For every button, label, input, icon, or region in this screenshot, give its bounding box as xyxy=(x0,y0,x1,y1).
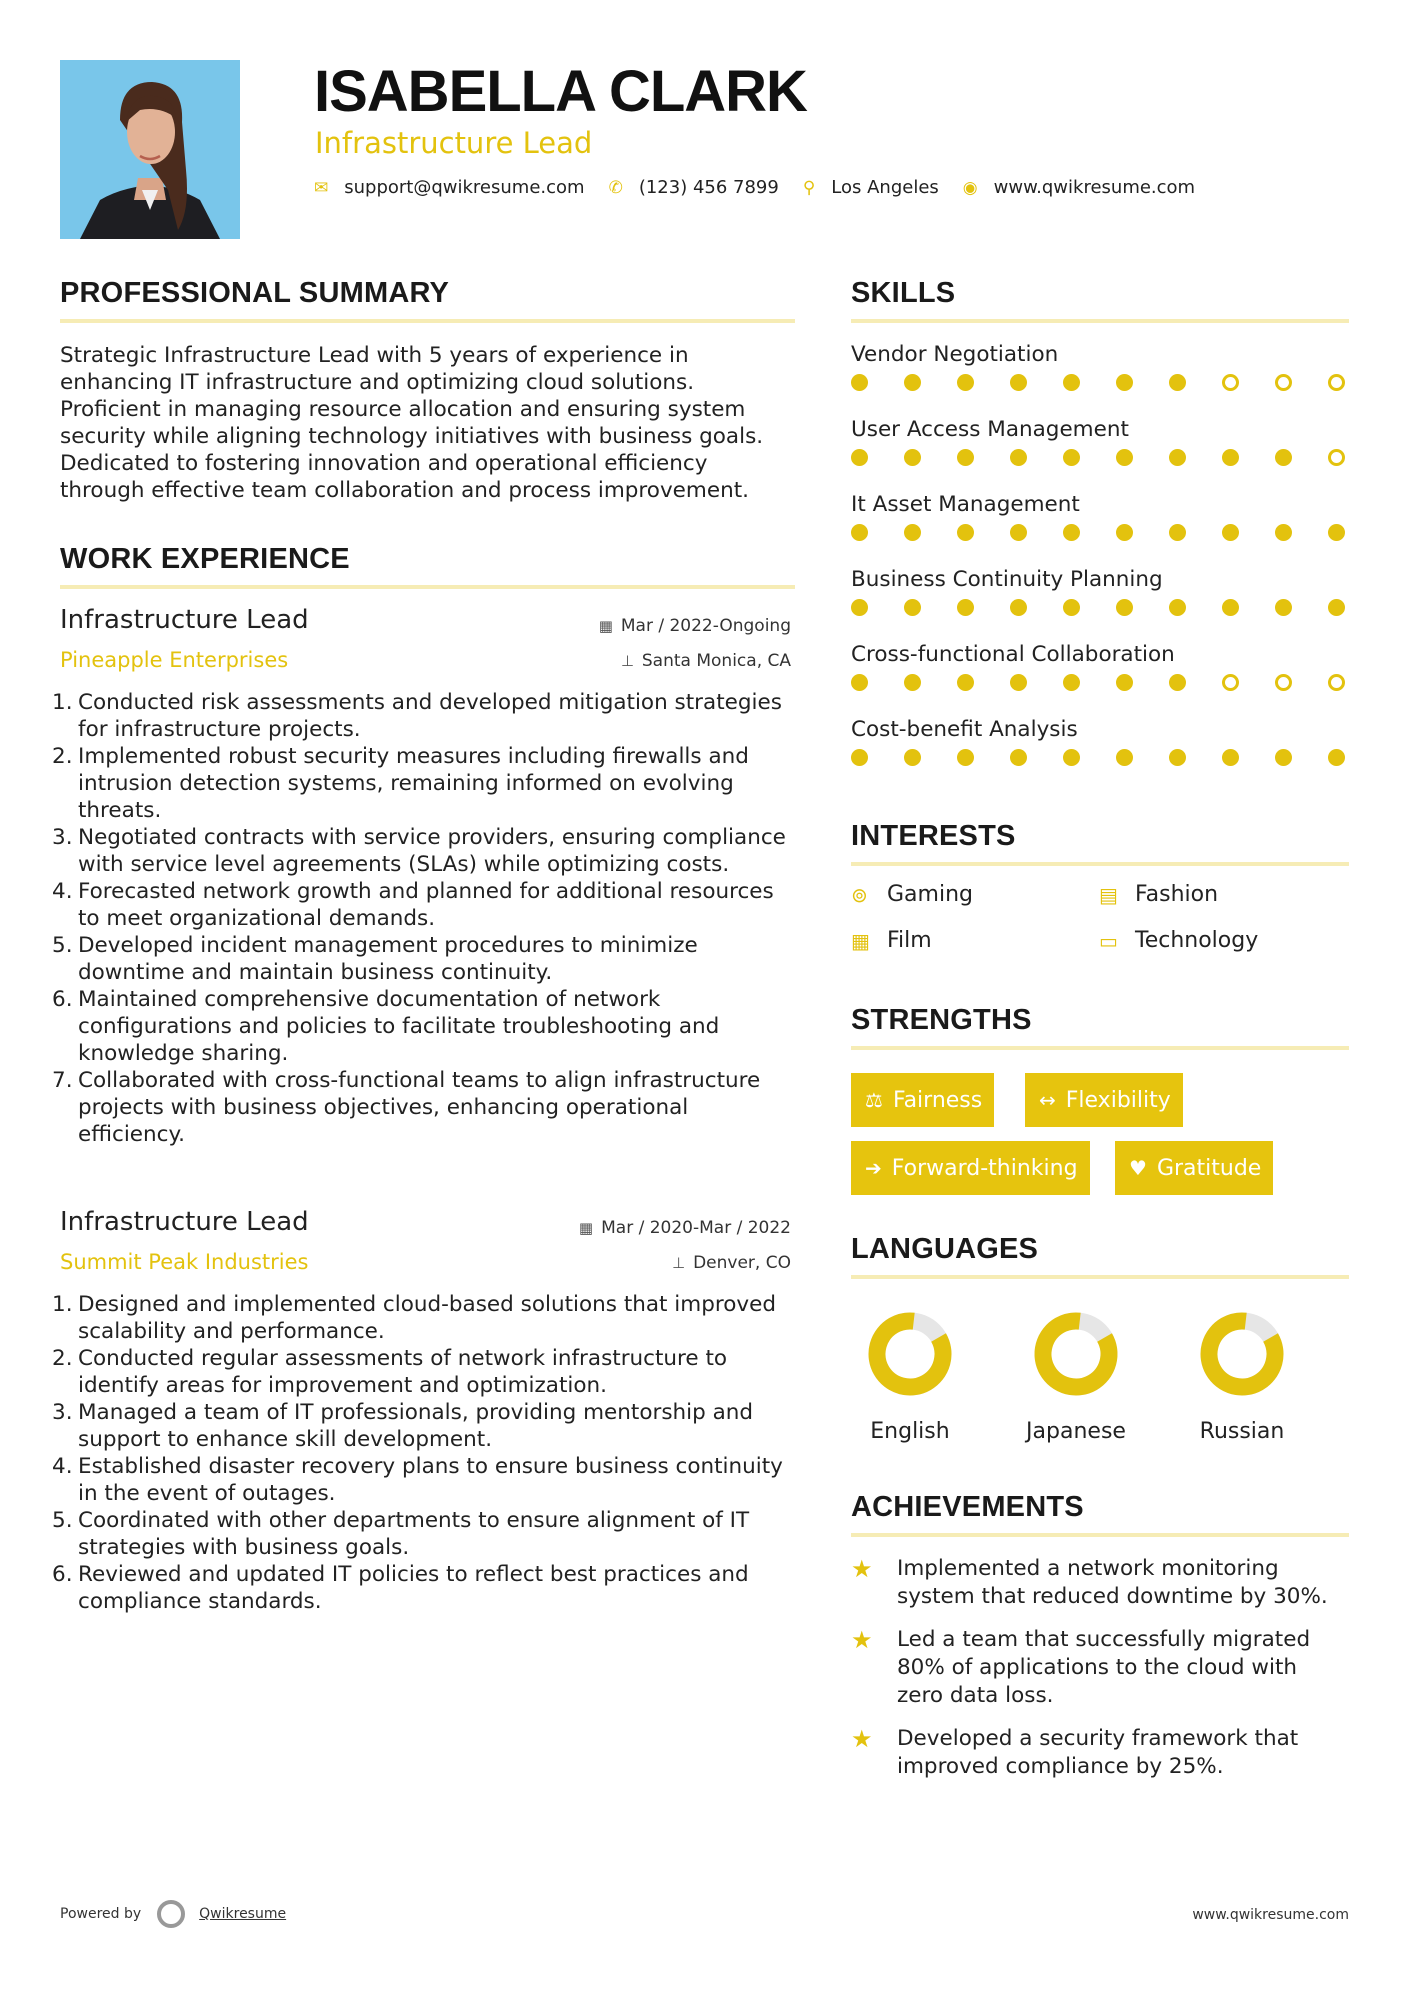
donut-arc xyxy=(1199,1311,1285,1397)
skill-name: Cost-benefit Analysis xyxy=(851,717,1078,742)
rating-dot-filled xyxy=(1116,674,1133,691)
qwikresume-logo-icon xyxy=(157,1900,185,1928)
footer-url[interactable]: www.qwikresume.com xyxy=(1192,1907,1349,1923)
rating-dot-filled xyxy=(904,524,921,541)
contact-email-text: support@qwikresume.com xyxy=(344,177,585,198)
globe-icon: ◉ xyxy=(962,177,978,198)
rating-dot-filled xyxy=(904,599,921,616)
shopping-bag-icon: ▤ xyxy=(1099,882,1118,907)
achievement-item xyxy=(851,1626,1351,1710)
job-location xyxy=(621,651,791,671)
achievements-divider xyxy=(851,1533,1349,1537)
list-item: Conducted regular assessments of network infrastructure to identify areas for improvement and optimization. xyxy=(78,1346,728,1398)
strengths-divider xyxy=(851,1046,1349,1050)
rating-dot-filled xyxy=(1275,524,1292,541)
interest-item xyxy=(1099,928,1258,953)
contact-bar xyxy=(314,177,1219,198)
rating-dot-filled xyxy=(1116,374,1133,391)
job-dates-text: Mar / 2020-Mar / 2022 xyxy=(601,1218,791,1238)
skill-row xyxy=(851,340,1351,410)
rating-dot-filled xyxy=(904,374,921,391)
contact-website[interactable] xyxy=(963,177,1195,198)
rating-dot-filled xyxy=(1169,374,1186,391)
strength-label: Fairness xyxy=(892,1087,983,1113)
strengths-heading: STRENGTHS xyxy=(851,1004,1032,1036)
star-icon: ★ xyxy=(851,1626,873,1654)
language-label: Japanese xyxy=(1026,1419,1126,1444)
gamepad-icon: ⊚ xyxy=(851,882,868,907)
rating-dot-filled xyxy=(1063,449,1080,466)
list-item: Implemented robust security measures including firewalls and intrusion detection systems, remaining informed on evolving threats. xyxy=(78,744,749,823)
arrows-horizontal-icon: ↔ xyxy=(1039,1088,1056,1112)
language-donut xyxy=(1033,1311,1119,1397)
rating-dot-filled xyxy=(1275,449,1292,466)
rating-dot-filled xyxy=(957,674,974,691)
interest-item xyxy=(851,928,932,953)
achievement-text: Led a team that successfully migrated 80% of applications to the cloud with zero data loss. xyxy=(897,1627,1311,1708)
rating-dot-filled xyxy=(851,524,868,541)
rating-dot-empty xyxy=(1275,674,1292,691)
job-location-text: Santa Monica, CA xyxy=(641,651,791,671)
rating-dot-filled xyxy=(1222,524,1239,541)
rating-dot-filled xyxy=(851,674,868,691)
brand-link[interactable]: Qwikresume xyxy=(199,1906,287,1922)
map-marker-icon: ⚲ xyxy=(802,177,816,198)
skills-divider xyxy=(851,319,1349,323)
rating-dot-filled xyxy=(1328,599,1345,616)
rating-dot-filled xyxy=(1275,599,1292,616)
rating-dot-filled xyxy=(1169,749,1186,766)
powered-by-text: Powered by xyxy=(60,1906,142,1922)
list-item: Forecasted network growth and planned for additional resources to meet organizational demands. xyxy=(78,879,774,931)
skill-rating xyxy=(851,674,1351,710)
strength-label: Flexibility xyxy=(1065,1087,1171,1113)
rating-dot-filled xyxy=(904,749,921,766)
rating-dot-filled xyxy=(1169,524,1186,541)
calendar-icon: ▦ xyxy=(578,1219,594,1237)
rating-dot-filled xyxy=(1010,749,1027,766)
list-item: Maintained comprehensive documentation of network configurations and policies to facilitate troubleshooting and knowledge sharing. xyxy=(78,987,720,1066)
interests-divider xyxy=(851,862,1349,866)
rating-dot-filled xyxy=(1010,599,1027,616)
skill-name: Business Continuity Planning xyxy=(851,567,1163,592)
strength-badge xyxy=(1115,1141,1273,1195)
summary-heading: PROFESSIONAL SUMMARY xyxy=(60,277,450,309)
skill-row xyxy=(851,415,1351,485)
phone-icon: ✆ xyxy=(608,177,623,198)
calendar-icon: ▦ xyxy=(598,617,613,635)
language-donut xyxy=(1199,1311,1285,1397)
job-dates-text: Mar / 2022-Ongoing xyxy=(620,616,791,636)
contact-phone-text: (123) 456 7899 xyxy=(638,177,779,198)
candidate-title: Infrastructure Lead xyxy=(315,126,593,160)
list-item: Coordinated with other departments to ensure alignment of IT strategies with business goals. xyxy=(78,1508,750,1560)
rating-dot-empty xyxy=(1222,374,1239,391)
skill-rating xyxy=(851,599,1351,635)
skill-rating xyxy=(851,374,1351,410)
list-item: Designed and implemented cloud-based solutions that improved scalability and performance. xyxy=(78,1292,776,1344)
rating-dot-filled xyxy=(957,749,974,766)
skill-row xyxy=(851,565,1351,635)
skill-row xyxy=(851,640,1351,710)
rating-dot-filled xyxy=(1116,599,1133,616)
job-title: Infrastructure Lead xyxy=(60,1207,309,1237)
list-item: Managed a team of IT professionals, providing mentorship and support to enhance skill development. xyxy=(78,1400,754,1452)
rating-dot-filled xyxy=(851,749,868,766)
arrow-right-icon: ➔ xyxy=(865,1156,882,1180)
rating-dot-filled xyxy=(1116,449,1133,466)
language-label: English xyxy=(870,1419,950,1444)
interest-label: Fashion xyxy=(1135,882,1219,907)
donut-arc xyxy=(867,1311,953,1397)
language-label: Russian xyxy=(1199,1419,1285,1444)
languages-heading: LANGUAGES xyxy=(851,1233,1039,1265)
rating-dot-filled xyxy=(1063,749,1080,766)
contact-phone[interactable] xyxy=(609,177,779,198)
rating-dot-filled xyxy=(1275,749,1292,766)
envelope-icon: ✉ xyxy=(314,177,329,198)
achievement-item xyxy=(851,1555,1351,1611)
rating-dot-filled xyxy=(957,599,974,616)
strength-badge xyxy=(851,1141,1090,1195)
rating-dot-filled xyxy=(1063,374,1080,391)
star-icon: ★ xyxy=(851,1725,873,1753)
rating-dot-empty xyxy=(1275,374,1292,391)
job-bullets xyxy=(50,689,795,1148)
experience-divider xyxy=(60,585,795,589)
skill-rating xyxy=(851,524,1351,560)
rating-dot-filled xyxy=(1010,524,1027,541)
skill-name: Vendor Negotiation xyxy=(851,342,1059,367)
strength-badge xyxy=(851,1073,994,1127)
interest-item xyxy=(1099,882,1218,907)
rating-dot-filled xyxy=(1010,674,1027,691)
achievement-text: Developed a security framework that improved compliance by 25%. xyxy=(897,1726,1299,1779)
summary-divider xyxy=(60,319,795,323)
rating-dot-filled xyxy=(1328,749,1345,766)
experience-heading: WORK EXPERIENCE xyxy=(60,543,350,575)
job-location xyxy=(672,1253,791,1273)
job-dates xyxy=(579,1218,791,1238)
rating-dot-filled xyxy=(1222,449,1239,466)
list-item: Collaborated with cross-functional teams to align infrastructure projects with business objectives, enhancing operational efficiency. xyxy=(78,1068,761,1147)
list-item: Reviewed and updated IT policies to reflect best practices and compliance standards. xyxy=(78,1562,749,1614)
skill-rating xyxy=(851,449,1351,485)
rating-dot-filled xyxy=(1063,599,1080,616)
strength-badge xyxy=(1025,1073,1183,1127)
portrait-illustration xyxy=(60,60,240,239)
rating-dot-filled xyxy=(1328,524,1345,541)
rating-dot-filled xyxy=(1116,524,1133,541)
candidate-name: ISABELLA CLARK xyxy=(314,59,807,124)
language-item xyxy=(830,1311,990,1444)
donut-arc xyxy=(1033,1311,1119,1397)
rating-dot-filled xyxy=(957,449,974,466)
rating-dot-filled xyxy=(904,449,921,466)
contact-location-text: Los Angeles xyxy=(831,177,939,198)
language-donut xyxy=(867,1311,953,1397)
interest-label: Technology xyxy=(1135,928,1259,953)
rating-dot-empty xyxy=(1328,374,1345,391)
rating-dot-filled xyxy=(1010,449,1027,466)
achievement-text: Implemented a network monitoring system that reduced downtime by 30%. xyxy=(897,1556,1328,1609)
laptop-icon: ▭ xyxy=(1099,928,1118,953)
skill-rating xyxy=(851,749,1351,785)
pin-icon: ⊥ xyxy=(672,1254,686,1272)
contact-website-text: www.qwikresume.com xyxy=(993,177,1196,198)
star-icon: ★ xyxy=(851,1555,873,1583)
rating-dot-filled xyxy=(1169,449,1186,466)
contact-email[interactable] xyxy=(314,177,585,198)
rating-dot-filled xyxy=(1116,749,1133,766)
rating-dot-filled xyxy=(1222,599,1239,616)
rating-dot-filled xyxy=(1169,599,1186,616)
achievement-item xyxy=(851,1725,1351,1781)
skills-heading: SKILLS xyxy=(851,277,956,309)
interest-item xyxy=(851,882,973,907)
strength-label: Forward-thinking xyxy=(891,1155,1078,1181)
language-item xyxy=(996,1311,1156,1444)
summary-text: Strategic Infrastructure Lead with 5 years of experience in enhancing IT infrastructure and optimizing cloud solutions. Proficient in managing resource allocation and ensuring system security while aligning technology initiatives with business goals. Dedicated to fostering innovation and operational efficiency through effective team collaboration and process improvement. xyxy=(60,343,764,503)
rating-dot-filled xyxy=(1169,674,1186,691)
job-location-text: Denver, CO xyxy=(693,1253,791,1273)
skill-name: Cross-functional Collaboration xyxy=(851,642,1175,667)
interest-label: Gaming xyxy=(887,882,973,907)
job-title: Infrastructure Lead xyxy=(60,605,309,635)
rating-dot-filled xyxy=(851,374,868,391)
skill-row xyxy=(851,715,1351,785)
balance-scale-icon: ⚖ xyxy=(865,1088,883,1112)
rating-dot-filled xyxy=(1063,524,1080,541)
job-bullets xyxy=(50,1291,795,1615)
job-company: Summit Peak Industries xyxy=(60,1250,309,1274)
contact-location xyxy=(803,177,939,198)
achievements-heading: ACHIEVEMENTS xyxy=(851,1491,1084,1523)
film-icon: ▦ xyxy=(851,928,870,953)
language-item xyxy=(1162,1311,1322,1444)
skill-name: User Access Management xyxy=(851,417,1129,442)
rating-dot-filled xyxy=(1063,674,1080,691)
interest-label: Film xyxy=(887,928,932,953)
rating-dot-filled xyxy=(851,449,868,466)
strength-label: Gratitude xyxy=(1156,1155,1262,1181)
pin-icon: ⊥ xyxy=(620,652,634,670)
rating-dot-empty xyxy=(1222,674,1239,691)
interests-heading: INTERESTS xyxy=(851,820,1016,852)
rating-dot-filled xyxy=(851,599,868,616)
footer-branding xyxy=(60,1900,286,1928)
skill-row xyxy=(851,490,1351,560)
list-item: Negotiated contracts with service providers, ensuring compliance with service level agreements (SLAs) while optimizing costs. xyxy=(78,825,786,877)
rating-dot-filled xyxy=(1222,749,1239,766)
rating-dot-empty xyxy=(1328,674,1345,691)
list-item: Established disaster recovery plans to ensure business continuity in the event of outages. xyxy=(78,1454,783,1506)
skill-name: It Asset Management xyxy=(851,492,1080,517)
heart-icon: ♥ xyxy=(1129,1156,1147,1180)
rating-dot-filled xyxy=(1010,374,1027,391)
rating-dot-filled xyxy=(957,524,974,541)
rating-dot-filled xyxy=(957,374,974,391)
list-item: Conducted risk assessments and developed mitigation strategies for infrastructure projects. xyxy=(78,690,782,742)
rating-dot-filled xyxy=(904,674,921,691)
list-item: Developed incident management procedures to minimize downtime and maintain business continuity. xyxy=(78,933,698,985)
job-dates xyxy=(599,616,791,636)
languages-divider xyxy=(851,1275,1349,1279)
profile-photo xyxy=(60,60,240,239)
job-company: Pineapple Enterprises xyxy=(60,648,289,672)
rating-dot-empty xyxy=(1328,449,1345,466)
